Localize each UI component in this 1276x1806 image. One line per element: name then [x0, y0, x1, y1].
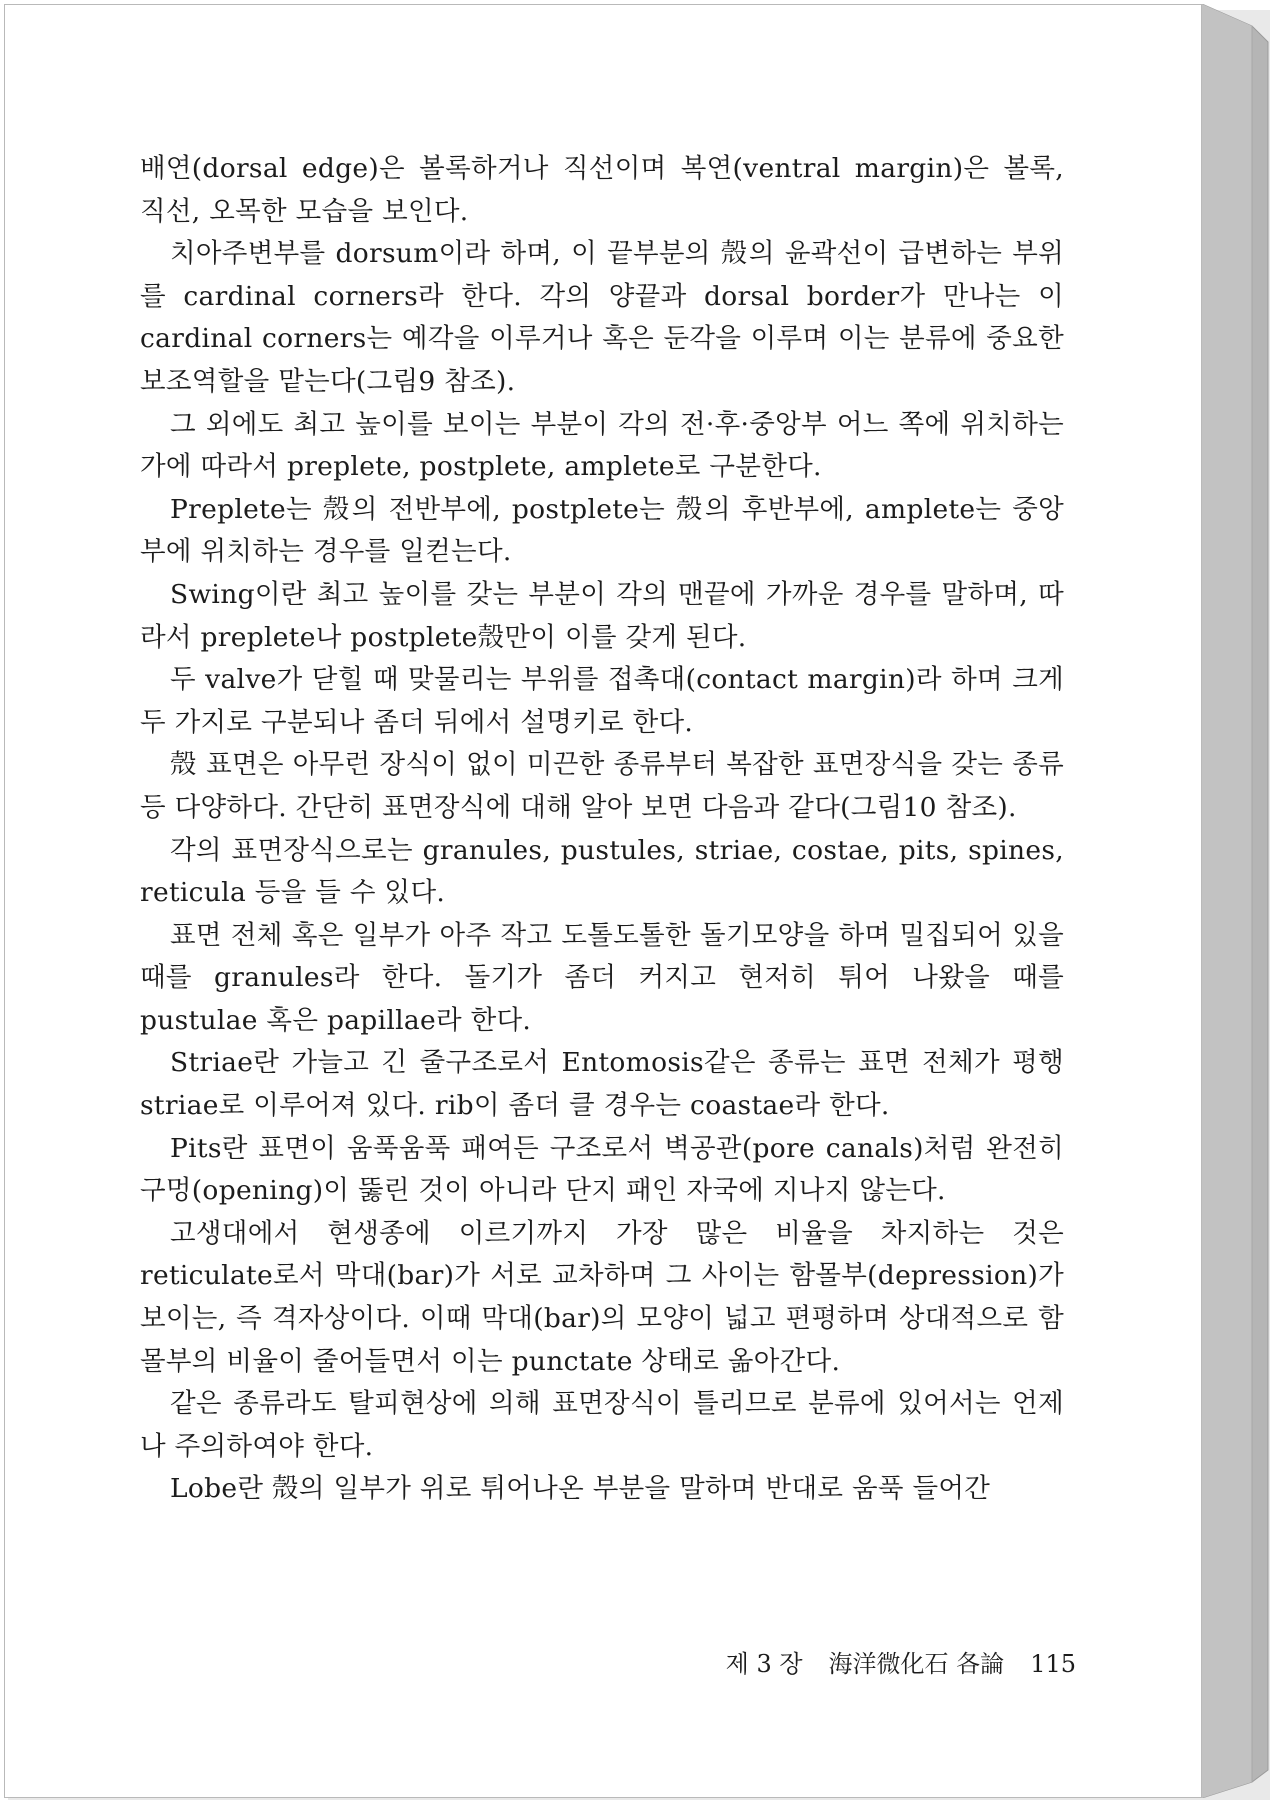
page-edge-shape: [1202, 4, 1272, 1798]
paragraph: 배연(dorsal edge)은 볼록하거나 직선이며 복연(ventral margin)은 볼록, 직선, 오목한 모습을 보인다.: [140, 153, 1064, 227]
paragraph: 치아주변부를 dorsum이라 하며, 이 끝부분의 殼의 윤곽선이 급변하는 부위를 cardinal corners라 한다. 각의 양끝과 dorsal border가 만나는 이 cardinal corners는 예각을 이루거나 혹은 둔각을 이루며 이는 분류에 중요한 보조역할을 맡는다(그림9 참조).: [140, 238, 1064, 397]
paragraph: Pits란 표면이 움푹움푹 패여든 구조로서 벽공관(pore canals)처럼 완전히 구멍(opening)이 뚫린 것이 아니라 단지 패인 자국에 지나지 않는다.: [140, 1132, 1064, 1207]
paragraph: Swing이란 최고 높이를 갖는 부분이 각의 맨끝에 가까운 경우를 말하며, 따라서 preplete나 postplete殼만이 이를 갖게 된다.: [140, 578, 1064, 653]
paragraph: 殼 표면은 아무런 장식이 없이 미끈한 종류부터 복잡한 표면장식을 갖는 종류 등 다양하다. 간단히 표면장식에 대해 알아 보면 다음과 같다(그림10 참조).: [140, 749, 1064, 823]
paragraph: 같은 종류라도 탈피현상에 의해 표면장식이 틀리므로 분류에 있어서는 언제나 주의하여야 한다.: [140, 1388, 1064, 1462]
paragraph: 두 valve가 닫힐 때 맞물리는 부위를 접촉대(contact margin)라 하며 크게 두 가지로 구분되나 좀더 뒤에서 설명키로 한다.: [140, 664, 1064, 738]
paragraph: Striae란 가늘고 긴 줄구조로서 Entomosis같은 종류는 표면 전체가 평행 striae로 이루어져 있다. rib이 좀더 클 경우는 coastae라 한다.: [140, 1047, 1064, 1122]
paragraph: 표면 전체 혹은 일부가 아주 작고 도톨도톨한 돌기모양을 하며 밀집되어 있을 때를 granules라 한다. 돌기가 좀더 커지고 현저히 튀어 나왔을 때를 pustulae 혹은 papillae라 한다.: [140, 919, 1064, 1036]
paragraph: 그 외에도 최고 높이를 보이는 부분이 각의 전·후·중앙부 어느 쪽에 위치하는가에 따라서 preplete, postplete, amplete로 구분한다.: [140, 408, 1064, 483]
page-footer: [714, 1644, 1076, 1679]
paragraph: 고생대에서 현생종에 이르기까지 가장 많은 비율을 차지하는 것은 reticulate로서 막대(bar)가 서로 교차하며 그 사이는 함몰부(depression)가 보이는, 즉 격자상이다. 이때 막대(bar)의 모양이 넓고 편평하며 상대적으로 함몰부의 비율이 줄어들면서 이는 punctate 상태로 옮아간다.: [140, 1217, 1064, 1377]
footer-chapter: 제 3 장: [725, 1650, 803, 1678]
paragraph: Preplete는 殼의 전반부에, postplete는 殼의 후반부에, amplete는 중앙부에 위치하는 경우를 일컫는다.: [140, 493, 1064, 568]
paragraph: Lobe란 殼의 일부가 위로 튀어나온 부분을 말하며 반대로 움푹 들어간: [170, 1473, 991, 1505]
page-number: 115: [1030, 1650, 1076, 1678]
paragraph: 각의 표면장식으로는 granules, pustules, striae, costae, pits, spines, reticula 등을 들 수 있다.: [140, 834, 1064, 909]
page-edge-stack: [1202, 4, 1272, 1798]
body-text: [140, 148, 1064, 1511]
footer-section-title: 海洋微化石 各論: [828, 1650, 1005, 1678]
